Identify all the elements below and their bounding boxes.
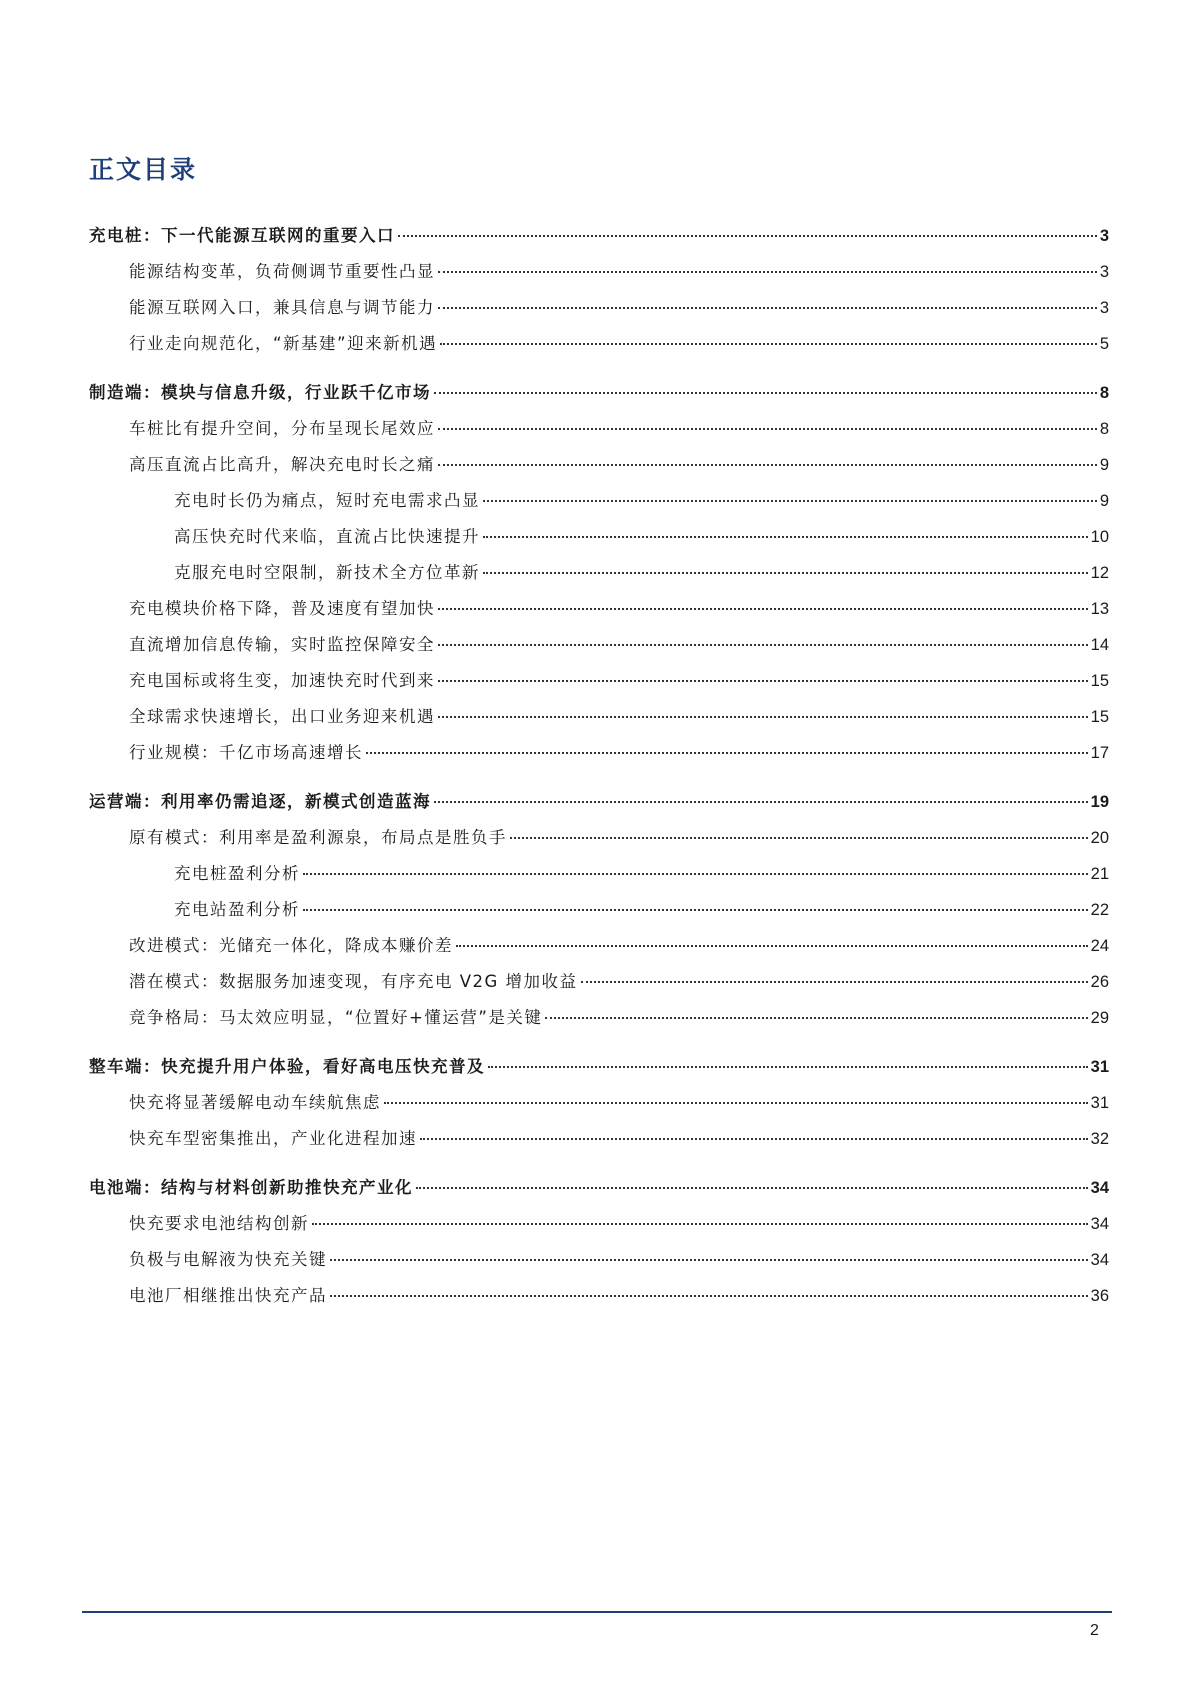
toc-entry-page: 36 [1090, 1287, 1109, 1305]
toc-entry-title: 充电站盈利分析 [174, 900, 300, 919]
toc-subsection-entry[interactable] [89, 447, 1109, 483]
toc-entry-page: 31 [1090, 1094, 1109, 1112]
toc-dot-leader [330, 1259, 1088, 1261]
toc-dot-leader [438, 716, 1088, 718]
toc-subsection-entry[interactable] [89, 1000, 1109, 1036]
toc-subsubsection-entry[interactable] [89, 555, 1109, 591]
toc-dot-leader [456, 945, 1088, 947]
toc-dot-leader [384, 1102, 1088, 1104]
toc-entry-page: 17 [1090, 744, 1109, 762]
toc-dot-leader [438, 428, 1097, 430]
toc-entry-page: 3 [1099, 299, 1109, 317]
toc-entry-page: 15 [1090, 672, 1109, 690]
toc-subsection-entry[interactable] [89, 1206, 1109, 1242]
toc-entry-page: 34 [1090, 1215, 1109, 1233]
toc-entry-title: 全球需求快速增长，出口业务迎来机遇 [129, 707, 435, 726]
toc-dot-leader [545, 1017, 1087, 1019]
toc-entry-title: 充电桩：下一代能源互联网的重要入口 [89, 226, 395, 245]
toc-entry-title: 快充车型密集推出，产业化进程加速 [129, 1129, 417, 1148]
toc-entry-page: 34 [1090, 1179, 1109, 1197]
toc-subsection-entry[interactable] [89, 820, 1109, 856]
toc-entry-title: 车桩比有提升空间，分布呈现长尾效应 [129, 419, 435, 438]
page-title: 正文目录 [89, 155, 198, 184]
toc-subsection-entry[interactable] [89, 290, 1109, 326]
toc-dot-leader [581, 981, 1088, 983]
toc-entry-title: 克服充电时空限制，新技术全方位革新 [174, 563, 480, 582]
toc-entry-page: 32 [1090, 1130, 1109, 1148]
toc-dot-leader [366, 752, 1088, 754]
toc-dot-leader [483, 500, 1097, 502]
toc-section-entry[interactable] [89, 1049, 1109, 1085]
toc-dot-leader [438, 464, 1097, 466]
toc-entry-title: 充电时长仍为痛点，短时充电需求凸显 [174, 491, 480, 510]
toc-entry-title: 负极与电解液为快充关键 [129, 1250, 327, 1269]
toc-entry-page: 8 [1099, 384, 1109, 402]
toc-dot-leader [440, 343, 1097, 345]
toc-section-entry[interactable] [89, 784, 1109, 820]
toc-entry-page: 10 [1090, 528, 1109, 546]
toc-subsection-entry[interactable] [89, 627, 1109, 663]
toc-entry-page: 8 [1099, 420, 1109, 438]
toc-dot-leader [303, 909, 1088, 911]
toc-dot-leader [398, 235, 1097, 237]
toc-entry-page: 29 [1090, 1009, 1109, 1027]
toc-entry-page: 22 [1090, 901, 1109, 919]
toc-subsubsection-entry[interactable] [89, 856, 1109, 892]
toc-entry-title: 高压快充时代来临，直流占比快速提升 [174, 527, 480, 546]
toc-entry-page: 20 [1090, 829, 1109, 847]
toc-entry-title: 竞争格局：马太效应明显，“位置好+懂运营”是关键 [129, 1008, 543, 1027]
toc-entry-page: 21 [1090, 865, 1109, 883]
toc-entry-page: 24 [1090, 937, 1109, 955]
toc-subsubsection-entry[interactable] [89, 892, 1109, 928]
toc-entry-page: 19 [1090, 793, 1109, 811]
toc-entry-title: 行业规模：千亿市场高速增长 [129, 743, 363, 762]
toc-dot-leader [438, 644, 1088, 646]
toc-entry-title: 充电模块价格下降，普及速度有望加快 [129, 599, 435, 618]
toc-subsection-entry[interactable] [89, 1085, 1109, 1121]
toc-subsection-entry[interactable] [89, 735, 1109, 771]
toc-entry-title: 电池厂相继推出快充产品 [129, 1286, 327, 1305]
toc-subsection-entry[interactable] [89, 326, 1109, 362]
toc-subsection-entry[interactable] [89, 928, 1109, 964]
toc-dot-leader [416, 1187, 1088, 1189]
toc-dot-leader [483, 572, 1088, 574]
toc-section-entry[interactable] [89, 1170, 1109, 1206]
toc-entry-page: 13 [1090, 600, 1109, 618]
toc-dot-leader [438, 271, 1097, 273]
footer-divider [82, 1611, 1112, 1613]
toc-subsection-entry[interactable] [89, 1121, 1109, 1157]
toc-subsection-entry[interactable] [89, 699, 1109, 735]
toc-dot-leader [438, 307, 1097, 309]
toc-subsection-entry[interactable] [89, 254, 1109, 290]
toc-dot-leader [483, 536, 1088, 538]
toc-entry-page: 31 [1090, 1058, 1109, 1076]
toc-section-entry[interactable] [89, 218, 1109, 254]
table-of-contents [89, 218, 1109, 1314]
toc-entry-title: 高压直流占比高升，解决充电时长之痛 [129, 455, 435, 474]
toc-dot-leader [303, 873, 1088, 875]
toc-dot-leader [438, 680, 1088, 682]
toc-entry-page: 3 [1099, 263, 1109, 281]
toc-subsubsection-entry[interactable] [89, 519, 1109, 555]
toc-dot-leader [488, 1066, 1088, 1068]
toc-section-entry[interactable] [89, 375, 1109, 411]
toc-subsection-entry[interactable] [89, 663, 1109, 699]
toc-entry-title: 直流增加信息传输，实时监控保障安全 [129, 635, 435, 654]
toc-dot-leader [312, 1223, 1088, 1225]
toc-dot-leader [330, 1295, 1088, 1297]
toc-subsubsection-entry[interactable] [89, 483, 1109, 519]
toc-entry-page: 3 [1099, 227, 1109, 245]
toc-entry-page: 34 [1090, 1251, 1109, 1269]
toc-entry-title: 运营端：利用率仍需追逐，新模式创造蓝海 [89, 792, 431, 811]
toc-entry-page: 14 [1090, 636, 1109, 654]
toc-entry-title: 原有模式：利用率是盈利源泉，布局点是胜负手 [129, 828, 507, 847]
toc-subsection-entry[interactable] [89, 1242, 1109, 1278]
toc-entry-title: 能源结构变革，负荷侧调节重要性凸显 [129, 262, 435, 281]
toc-entry-title: 制造端：模块与信息升级，行业跃千亿市场 [89, 383, 431, 402]
toc-subsection-entry[interactable] [89, 591, 1109, 627]
toc-subsection-entry[interactable] [89, 964, 1109, 1000]
toc-entry-page: 5 [1099, 335, 1109, 353]
toc-entry-page: 26 [1090, 973, 1109, 991]
toc-entry-page: 15 [1090, 708, 1109, 726]
toc-dot-leader [420, 1138, 1088, 1140]
toc-subsection-entry[interactable] [89, 1278, 1109, 1314]
toc-entry-page: 9 [1099, 492, 1109, 510]
toc-entry-title: 电池端：结构与材料创新助推快充产业化 [89, 1178, 413, 1197]
toc-dot-leader [510, 837, 1088, 839]
toc-dot-leader [438, 608, 1088, 610]
toc-entry-title: 充电国标或将生变，加速快充时代到来 [129, 671, 435, 690]
toc-entry-title: 快充要求电池结构创新 [129, 1214, 309, 1233]
toc-entry-title: 充电桩盈利分析 [174, 864, 300, 883]
toc-entry-title: 潜在模式：数据服务加速变现，有序充电 V2G 增加收益 [129, 972, 578, 991]
toc-entry-title: 改进模式：光储充一体化，降成本赚价差 [129, 936, 453, 955]
page-number: 2 [1090, 1622, 1099, 1639]
toc-entry-title: 行业走向规范化，“新基建”迎来新机遇 [129, 334, 438, 353]
toc-dot-leader [434, 392, 1097, 394]
toc-dot-leader [434, 801, 1088, 803]
toc-entry-title: 整车端：快充提升用户体验，看好高电压快充普及 [89, 1057, 485, 1076]
toc-entry-page: 12 [1090, 564, 1109, 582]
toc-subsection-entry[interactable] [89, 411, 1109, 447]
toc-entry-page: 9 [1099, 456, 1109, 474]
toc-entry-title: 快充将显著缓解电动车续航焦虑 [129, 1093, 381, 1112]
toc-entry-title: 能源互联网入口，兼具信息与调节能力 [129, 298, 435, 317]
